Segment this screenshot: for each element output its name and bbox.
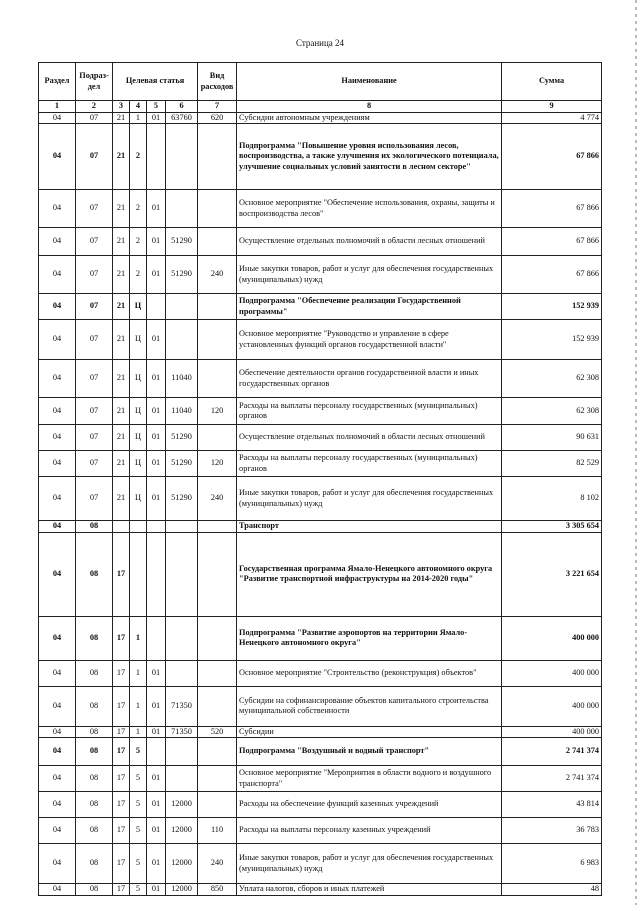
cell-podrazdel: 07 (76, 228, 113, 256)
table-row (39, 792, 602, 818)
cell-subprogram: Ц (130, 320, 147, 360)
table-row (39, 425, 602, 451)
cell-vid-rashodov: 240 (198, 256, 237, 294)
cell-subprogram: 5 (130, 738, 147, 766)
table-row (39, 521, 602, 533)
table-row (39, 190, 602, 228)
cell-razdel: 04 (39, 726, 76, 738)
cell-summa: 8 102 (502, 477, 602, 521)
cell-razdel: 04 (39, 660, 76, 686)
cell-direction: 12000 (166, 792, 198, 818)
cell-event: 01 (147, 112, 166, 124)
cell-summa: 4 774 (502, 112, 602, 124)
cell-razdel: 04 (39, 228, 76, 256)
cell-naimenovanie: Подпрограмма "Обеспечение реализации Государственной программы" (237, 294, 502, 320)
cell-event: 01 (147, 451, 166, 477)
cell-vid-rashodov: 240 (198, 477, 237, 521)
cell-podrazdel: 08 (76, 726, 113, 738)
cell-podrazdel: 07 (76, 256, 113, 294)
cell-vid-rashodov (198, 190, 237, 228)
cell-event: 01 (147, 766, 166, 792)
cell-program: 17 (113, 532, 130, 616)
cell-vid-rashodov: 620 (198, 112, 237, 124)
cell-direction: 11040 (166, 398, 198, 425)
cell-program: 17 (113, 726, 130, 738)
budget-table (38, 62, 602, 896)
table-row (39, 398, 602, 425)
cell-program: 21 (113, 320, 130, 360)
cell-summa: 152 939 (502, 320, 602, 360)
cell-vid-rashodov (198, 616, 237, 660)
cell-direction: 51290 (166, 425, 198, 451)
cell-razdel: 04 (39, 818, 76, 844)
cell-vid-rashodov: 120 (198, 451, 237, 477)
cell-naimenovanie: Государственная программа Ямало-Ненецкого автономного округа "Развитие транспортной инфраструктуры на 2014-2020 годы" (237, 532, 502, 616)
cell-subprogram: Ц (130, 425, 147, 451)
cell-vid-rashodov (198, 738, 237, 766)
table-row (39, 294, 602, 320)
cell-summa: 67 866 (502, 228, 602, 256)
cell-program: 21 (113, 398, 130, 425)
cell-program: 21 (113, 190, 130, 228)
cell-summa: 62 308 (502, 360, 602, 398)
table-row (39, 844, 602, 884)
header-naimenovanie: Наименование (237, 63, 502, 101)
cell-naimenovanie: Основное мероприятие "Мероприятия в области водного и воздушного транспорта" (237, 766, 502, 792)
cell-summa: 400 000 (502, 616, 602, 660)
cell-razdel: 04 (39, 124, 76, 190)
cell-summa: 400 000 (502, 686, 602, 726)
cell-summa: 62 308 (502, 398, 602, 425)
table-row (39, 766, 602, 792)
cell-subprogram (130, 521, 147, 533)
cell-naimenovanie: Основное мероприятие "Руководство и управление в сфере установленных функций органов государственной власти" (237, 320, 502, 360)
column-number: 2 (76, 101, 113, 113)
table-row (39, 686, 602, 726)
cell-summa: 48 (502, 884, 602, 896)
table-row (39, 256, 602, 294)
cell-naimenovanie: Иные закупки товаров, работ и услуг для обеспечения государственных (муниципальных) нужд (237, 256, 502, 294)
cell-event: 01 (147, 660, 166, 686)
cell-razdel: 04 (39, 738, 76, 766)
cell-naimenovanie: Обеспечение деятельности органов государственной власти и иных государственных органов (237, 360, 502, 398)
table-row (39, 228, 602, 256)
cell-summa: 67 866 (502, 190, 602, 228)
scan-edge-mark (635, 0, 637, 905)
cell-summa: 67 866 (502, 256, 602, 294)
cell-razdel: 04 (39, 451, 76, 477)
cell-event (147, 738, 166, 766)
table-row (39, 532, 602, 616)
cell-program: 17 (113, 738, 130, 766)
cell-subprogram: 1 (130, 112, 147, 124)
cell-program: 21 (113, 425, 130, 451)
cell-subprogram: 2 (130, 190, 147, 228)
cell-direction (166, 320, 198, 360)
cell-vid-rashodov (198, 124, 237, 190)
header-summa: Сумма (502, 63, 602, 101)
cell-program: 21 (113, 477, 130, 521)
cell-naimenovanie: Основное мероприятие "Обеспечение использования, охраны, защиты и воспроизводства лесов" (237, 190, 502, 228)
cell-razdel: 04 (39, 616, 76, 660)
cell-podrazdel: 08 (76, 660, 113, 686)
cell-program: 17 (113, 884, 130, 896)
cell-direction (166, 766, 198, 792)
cell-program: 17 (113, 818, 130, 844)
cell-summa: 67 866 (502, 124, 602, 190)
cell-vid-rashodov: 120 (198, 398, 237, 425)
cell-program: 21 (113, 256, 130, 294)
cell-subprogram: Ц (130, 398, 147, 425)
cell-event: 01 (147, 818, 166, 844)
cell-event: 01 (147, 228, 166, 256)
cell-razdel: 04 (39, 425, 76, 451)
cell-razdel: 04 (39, 112, 76, 124)
header-celevaya-statya: Целевая статья (113, 63, 198, 101)
cell-razdel: 04 (39, 792, 76, 818)
cell-summa: 2 741 374 (502, 766, 602, 792)
cell-program: 21 (113, 360, 130, 398)
table-header (39, 63, 602, 113)
cell-subprogram: 2 (130, 256, 147, 294)
cell-razdel: 04 (39, 532, 76, 616)
cell-summa: 400 000 (502, 726, 602, 738)
cell-subprogram (130, 532, 147, 616)
cell-subprogram: 1 (130, 726, 147, 738)
cell-vid-rashodov (198, 228, 237, 256)
cell-event: 01 (147, 844, 166, 884)
cell-direction: 51290 (166, 228, 198, 256)
cell-direction: 51290 (166, 256, 198, 294)
cell-podrazdel: 07 (76, 451, 113, 477)
table-row (39, 660, 602, 686)
cell-podrazdel: 08 (76, 686, 113, 726)
cell-naimenovanie: Подпрограмма "Воздушный и водный транспорт" (237, 738, 502, 766)
cell-direction: 51290 (166, 477, 198, 521)
cell-vid-rashodov (198, 294, 237, 320)
table-row (39, 616, 602, 660)
table-row (39, 124, 602, 190)
cell-vid-rashodov (198, 792, 237, 818)
header-vid-rashodov: Вид расходов (198, 63, 237, 101)
cell-vid-rashodov (198, 425, 237, 451)
cell-vid-rashodov (198, 532, 237, 616)
cell-razdel: 04 (39, 294, 76, 320)
column-number: 8 (237, 101, 502, 113)
cell-summa: 43 814 (502, 792, 602, 818)
column-number: 5 (147, 101, 166, 113)
cell-naimenovanie: Осуществление отдельных полномочий в области лесных отношений (237, 228, 502, 256)
table-row (39, 884, 602, 896)
table-row (39, 738, 602, 766)
cell-program: 21 (113, 112, 130, 124)
cell-event: 01 (147, 726, 166, 738)
cell-direction (166, 660, 198, 686)
cell-direction: 51290 (166, 451, 198, 477)
cell-program (113, 521, 130, 533)
column-number: 1 (39, 101, 76, 113)
cell-vid-rashodov (198, 686, 237, 726)
cell-naimenovanie: Расходы на обеспечение функций казенных учреждений (237, 792, 502, 818)
cell-event: 01 (147, 398, 166, 425)
cell-naimenovanie: Иные закупки товаров, работ и услуг для обеспечения государственных (муниципальных) нужд (237, 844, 502, 884)
column-number: 3 (113, 101, 130, 113)
cell-razdel: 04 (39, 477, 76, 521)
cell-naimenovanie: Подпрограмма "Развитие аэропортов на территории Ямало-Ненецкого автономного округа" (237, 616, 502, 660)
table-row (39, 818, 602, 844)
cell-podrazdel: 08 (76, 792, 113, 818)
cell-summa: 90 631 (502, 425, 602, 451)
cell-podrazdel: 08 (76, 616, 113, 660)
table-row (39, 360, 602, 398)
cell-direction (166, 738, 198, 766)
cell-program: 21 (113, 451, 130, 477)
cell-summa: 400 000 (502, 660, 602, 686)
cell-naimenovanie: Расходы на выплаты персоналу государственных (муниципальных) органов (237, 451, 502, 477)
table-body (39, 112, 602, 896)
cell-vid-rashodov: 520 (198, 726, 237, 738)
table-row (39, 451, 602, 477)
cell-event: 01 (147, 320, 166, 360)
cell-event (147, 616, 166, 660)
cell-naimenovanie: Субсидии автономным учреждениям (237, 112, 502, 124)
cell-vid-rashodov: 850 (198, 884, 237, 896)
cell-program: 17 (113, 844, 130, 884)
cell-event: 01 (147, 425, 166, 451)
cell-summa: 36 783 (502, 818, 602, 844)
cell-summa: 3 305 654 (502, 521, 602, 533)
cell-podrazdel: 08 (76, 844, 113, 884)
cell-podrazdel: 07 (76, 477, 113, 521)
cell-direction: 71350 (166, 726, 198, 738)
cell-program: 21 (113, 228, 130, 256)
cell-podrazdel: 07 (76, 425, 113, 451)
cell-razdel: 04 (39, 190, 76, 228)
cell-event: 01 (147, 256, 166, 294)
cell-subprogram: 2 (130, 124, 147, 190)
cell-razdel: 04 (39, 521, 76, 533)
cell-event: 01 (147, 477, 166, 521)
cell-event: 01 (147, 884, 166, 896)
cell-naimenovanie: Субсидии (237, 726, 502, 738)
cell-event: 01 (147, 190, 166, 228)
cell-direction (166, 532, 198, 616)
cell-event (147, 521, 166, 533)
cell-podrazdel: 07 (76, 124, 113, 190)
cell-razdel: 04 (39, 360, 76, 398)
cell-subprogram: 5 (130, 818, 147, 844)
table-row (39, 320, 602, 360)
table-row (39, 726, 602, 738)
cell-direction: 12000 (166, 884, 198, 896)
cell-direction (166, 294, 198, 320)
cell-direction (166, 190, 198, 228)
cell-program: 21 (113, 124, 130, 190)
cell-razdel: 04 (39, 844, 76, 884)
cell-program: 17 (113, 792, 130, 818)
cell-subprogram: Ц (130, 360, 147, 398)
cell-podrazdel: 08 (76, 766, 113, 792)
cell-direction: 12000 (166, 844, 198, 884)
table-row (39, 477, 602, 521)
cell-naimenovanie: Осуществление отдельных полномочий в области лесных отношений (237, 425, 502, 451)
cell-event (147, 532, 166, 616)
column-number-row (39, 101, 602, 113)
cell-podrazdel: 08 (76, 884, 113, 896)
cell-summa: 82 529 (502, 451, 602, 477)
cell-razdel: 04 (39, 884, 76, 896)
cell-program: 17 (113, 660, 130, 686)
cell-naimenovanie: Субсидии на софинансирование объектов капитального строительства муниципальной собственности (237, 686, 502, 726)
cell-subprogram: 1 (130, 686, 147, 726)
cell-summa: 2 741 374 (502, 738, 602, 766)
cell-podrazdel: 07 (76, 320, 113, 360)
cell-vid-rashodov (198, 766, 237, 792)
page-number-label: Страница 24 (295, 38, 345, 48)
cell-subprogram: Ц (130, 477, 147, 521)
cell-vid-rashodov: 240 (198, 844, 237, 884)
cell-podrazdel: 07 (76, 398, 113, 425)
cell-summa: 3 221 654 (502, 532, 602, 616)
cell-naimenovanie: Подпрограмма "Повышение уровня использования лесов, воспроизводства, а также улучшения их экологического потенциала, улучшение социальных условий занятости в лесном секторе" (237, 124, 502, 190)
cell-podrazdel: 07 (76, 190, 113, 228)
cell-naimenovanie: Иные закупки товаров, работ и услуг для обеспечения государственных (муниципальных) нужд (237, 477, 502, 521)
cell-naimenovanie: Основное мероприятие "Строительство (реконструкция) объектов" (237, 660, 502, 686)
cell-program: 17 (113, 766, 130, 792)
cell-vid-rashodov (198, 521, 237, 533)
cell-razdel: 04 (39, 256, 76, 294)
cell-podrazdel: 08 (76, 521, 113, 533)
cell-event (147, 124, 166, 190)
cell-naimenovanie: Расходы на выплаты персоналу государственных (муниципальных) органов (237, 398, 502, 425)
cell-razdel: 04 (39, 320, 76, 360)
cell-naimenovanie: Расходы на выплаты персоналу казенных учреждений (237, 818, 502, 844)
cell-event: 01 (147, 686, 166, 726)
column-number: 6 (166, 101, 198, 113)
cell-naimenovanie: Транспорт (237, 521, 502, 533)
cell-event: 01 (147, 792, 166, 818)
cell-subprogram: 1 (130, 660, 147, 686)
cell-razdel: 04 (39, 398, 76, 425)
cell-vid-rashodov (198, 660, 237, 686)
cell-vid-rashodov (198, 360, 237, 398)
cell-program: 21 (113, 294, 130, 320)
cell-direction (166, 521, 198, 533)
cell-podrazdel: 07 (76, 112, 113, 124)
cell-event: 01 (147, 360, 166, 398)
cell-podrazdel: 08 (76, 738, 113, 766)
cell-naimenovanie: Уплата налогов, сборов и иных платежей (237, 884, 502, 896)
cell-direction: 63760 (166, 112, 198, 124)
cell-program: 17 (113, 616, 130, 660)
cell-vid-rashodov: 110 (198, 818, 237, 844)
cell-subprogram: 5 (130, 766, 147, 792)
cell-podrazdel: 08 (76, 532, 113, 616)
cell-podrazdel: 08 (76, 818, 113, 844)
cell-direction (166, 616, 198, 660)
column-number: 4 (130, 101, 147, 113)
cell-direction: 71350 (166, 686, 198, 726)
cell-razdel: 04 (39, 686, 76, 726)
cell-subprogram: 5 (130, 884, 147, 896)
cell-vid-rashodov (198, 320, 237, 360)
cell-summa: 6 983 (502, 844, 602, 884)
cell-subprogram: 5 (130, 792, 147, 818)
cell-summa: 152 939 (502, 294, 602, 320)
cell-subprogram: 2 (130, 228, 147, 256)
cell-podrazdel: 07 (76, 360, 113, 398)
cell-subprogram: Ц (130, 451, 147, 477)
cell-podrazdel: 07 (76, 294, 113, 320)
cell-razdel: 04 (39, 766, 76, 792)
cell-direction: 11040 (166, 360, 198, 398)
header-razdel: Раздел (39, 63, 76, 101)
header-podrazdel: Подраз-дел (76, 63, 113, 101)
cell-program: 17 (113, 686, 130, 726)
cell-direction: 12000 (166, 818, 198, 844)
cell-subprogram: 1 (130, 616, 147, 660)
column-number: 9 (502, 101, 602, 113)
cell-event (147, 294, 166, 320)
table-row (39, 112, 602, 124)
cell-direction (166, 124, 198, 190)
cell-subprogram: 5 (130, 844, 147, 884)
column-number: 7 (198, 101, 237, 113)
cell-subprogram: Ц (130, 294, 147, 320)
